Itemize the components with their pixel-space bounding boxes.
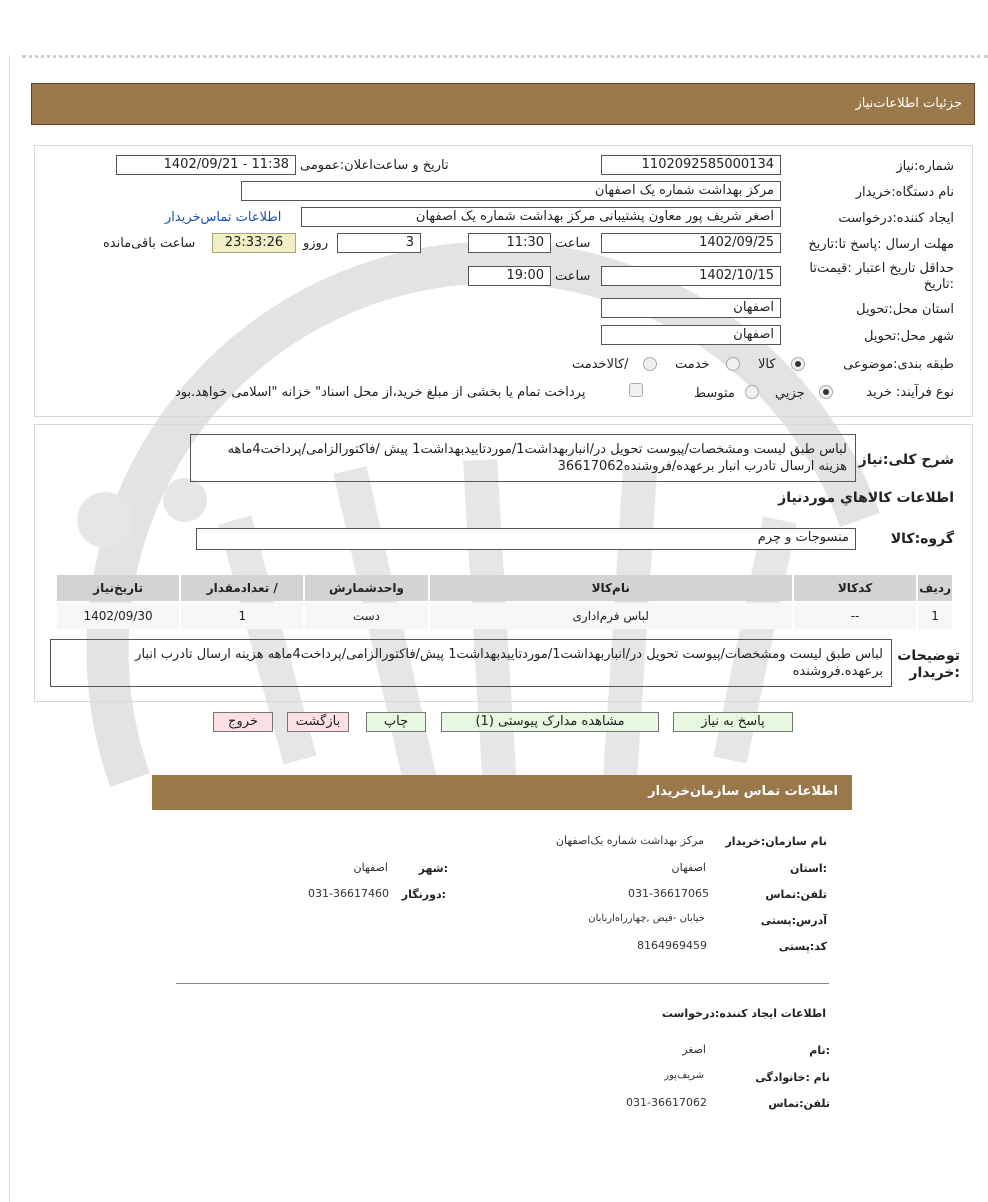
- print-button[interactable]: چاپ: [366, 712, 426, 732]
- contact-postal-value: 8164969459: [637, 939, 707, 952]
- creator-name-value: اصغر: [682, 1043, 706, 1056]
- cell-row: 1: [918, 603, 952, 629]
- need-number-label: شماره:نیاز: [896, 159, 954, 174]
- col-quantity-header: / تعدادمقدار: [181, 575, 303, 601]
- process-medium-label: متوسط: [694, 386, 735, 401]
- category-service-radio[interactable]: [726, 357, 740, 371]
- col-date-header: تاریخ‌نیاز: [57, 575, 179, 601]
- table-row: [57, 603, 952, 629]
- left-border-line: [9, 55, 10, 1202]
- contact-province-label: :استان: [790, 862, 827, 875]
- category-goods-radio[interactable]: [791, 357, 805, 371]
- contact-fax-label: :دورنگار: [401, 888, 446, 901]
- contact-org-value: مرکز بهداشت شماره یک‌اصفهان: [555, 834, 704, 847]
- contact-city-label: :شهر: [418, 862, 448, 875]
- creator-field: اصغر شریف پور معاون پشتیبانی مرکز بهداشت شماره یک اصفهان: [301, 207, 781, 227]
- validity-time-field: 19:00: [468, 266, 551, 286]
- process-label: نوع فرآیند: خرید: [866, 385, 954, 400]
- treasury-payment-note: پرداخت تمام یا بخشی از مبلغ خرید،از محل اسناد" خزانه "اسلامی خواهد.بود: [175, 385, 586, 400]
- contact-phone-value: 031-36617065: [628, 887, 709, 900]
- page-header-title: جزئیات اطلاعات‌نیاز: [855, 96, 962, 111]
- category-goods-service-radio[interactable]: [643, 357, 657, 371]
- goods-table: [55, 573, 954, 631]
- announce-datetime-field: 1402/09/21 - 11:38: [116, 155, 296, 175]
- cell-date: 1402/09/30: [57, 603, 179, 629]
- page-header-bar: [31, 83, 975, 125]
- back-button[interactable]: بازگشت: [287, 712, 349, 732]
- category-service-label: خدمت: [675, 357, 710, 372]
- remaining-time-display: 23:33:26: [212, 233, 296, 253]
- days-field: 3: [337, 233, 421, 253]
- city-field: اصفهان: [601, 325, 781, 345]
- buyer-contact-title: اطلاعات تماس سازمان‌خریدار: [648, 784, 838, 799]
- province-label: استان محل:تحویل: [856, 302, 954, 317]
- process-minor-radio[interactable]: [819, 385, 833, 399]
- buyer-notes-label: توضیحات :خریدار: [897, 648, 960, 681]
- city-label: شهر محل:تحویل: [864, 329, 954, 344]
- category-goods-label: کالا: [758, 357, 776, 372]
- view-attachments-button[interactable]: مشاهده مدارک پیوستی (1): [441, 712, 659, 732]
- contact-org-label: نام سازمان:خریدار: [725, 835, 827, 848]
- validity-date-field: 1402/10/15: [601, 266, 781, 286]
- top-dotted-divider: [22, 55, 988, 58]
- contact-postal-label: کد:پستی: [778, 940, 827, 953]
- creator-info-title: اطلاعات ایجاد کننده:درخواست: [661, 1007, 826, 1020]
- process-medium-radio[interactable]: [745, 385, 759, 399]
- cell-unit: دست: [305, 603, 427, 629]
- cell-code: --: [794, 603, 916, 629]
- reply-button[interactable]: پاسخ به نیاز: [673, 712, 793, 732]
- creator-family-label: نام :خانوادگی: [755, 1071, 830, 1084]
- col-row-header: ردیف: [918, 575, 952, 601]
- buyer-org-label: نام دستگاه:خریدار: [855, 185, 954, 200]
- contact-fax-value: 031-36617460: [308, 887, 389, 900]
- col-unit-header: واحدشمارش: [305, 575, 427, 601]
- validity-label: حداقل تاریخ اعتبار :قیمت‌تا :تاریخ: [809, 261, 954, 292]
- creator-label: ایجاد کننده:درخواست: [838, 211, 954, 226]
- goods-table-header-row: [57, 575, 952, 601]
- col-name-header: نام‌کالا: [430, 575, 792, 601]
- contact-city-value: اصفهان: [353, 861, 388, 874]
- creator-name-label: :نام: [809, 1044, 830, 1057]
- buyer-org-field: مرکز بهداشت شماره یک اصفهان: [241, 181, 781, 201]
- announce-label: تاریخ و ساعت‌اعلان:عمومی: [300, 158, 449, 173]
- days-label: روزو: [303, 236, 329, 251]
- process-minor-label: جزیي: [775, 386, 805, 401]
- goods-info-heading: اطلاعات کالاهاي موردنياز: [778, 490, 954, 506]
- deadline-label: مهلت ارسال :پاسخ تا:تاریخ: [808, 237, 954, 252]
- category-goods-service-label: /کالاخدمت: [572, 357, 629, 372]
- col-code-header: کدکالا: [794, 575, 916, 601]
- goods-group-label: گروه:کالا: [890, 531, 954, 547]
- goods-group-field: منسوجات و چرم: [196, 528, 856, 550]
- deadline-time-label: ساعت: [555, 236, 591, 251]
- treasury-payment-checkbox[interactable]: [629, 383, 643, 397]
- need-number-field: 1102092585000134: [601, 155, 781, 175]
- deadline-date-field: 1402/09/25: [601, 233, 781, 253]
- description-label: شرح کلی:نیاز: [858, 452, 954, 468]
- contact-address-value: خیابان -فیض ,چهارراه‌اربابان: [588, 913, 705, 924]
- contact-phone-label: تلفن:تماس: [765, 888, 827, 901]
- cell-quantity: 1: [181, 603, 303, 629]
- buyer-contact-bar: [152, 775, 852, 810]
- creator-family-value: شریف‌پور: [664, 1070, 704, 1081]
- contact-separator: [176, 983, 829, 984]
- buyer-notes-text: لباس طبق لیست ومشخصات/پیوست تحویل در/انباربهداشت1/موردتاییدبهداشت1 پیش/فاکتورالزامی/پرداخت4ماهه هزینه ارسال تادرب انبار برعهده.فروشنده: [50, 639, 892, 687]
- category-label: طبقه بندی:موضوعی: [843, 357, 954, 372]
- description-text: لباس طبق لیست ومشخصات/پیوست تحویل در/انباربهداشت1/موردتاییدبهداشت1 پیش /فاکتورالزامی/پرداخت4ماهه هزینه ارسال تادرب انبار برعهده/فروشنده36617062: [190, 434, 856, 482]
- contact-province-value: اصفهان: [671, 861, 706, 874]
- creator-phone-value: 031-36617062: [626, 1096, 707, 1109]
- province-field: اصفهان: [601, 298, 781, 318]
- deadline-time-field: 11:30: [468, 233, 551, 253]
- validity-time-label: ساعت: [555, 269, 591, 284]
- cell-name: لباس فرم‌اداری: [430, 603, 792, 629]
- exit-button[interactable]: خروج: [213, 712, 273, 732]
- buyer-contact-link[interactable]: اطلاعات تماس‌خریدار: [165, 210, 282, 225]
- creator-phone-label: تلفن:تماس: [768, 1097, 830, 1110]
- contact-address-label: آدرس:پستی: [760, 914, 827, 927]
- remaining-time-label: ساعت باقی‌مانده: [103, 236, 196, 251]
